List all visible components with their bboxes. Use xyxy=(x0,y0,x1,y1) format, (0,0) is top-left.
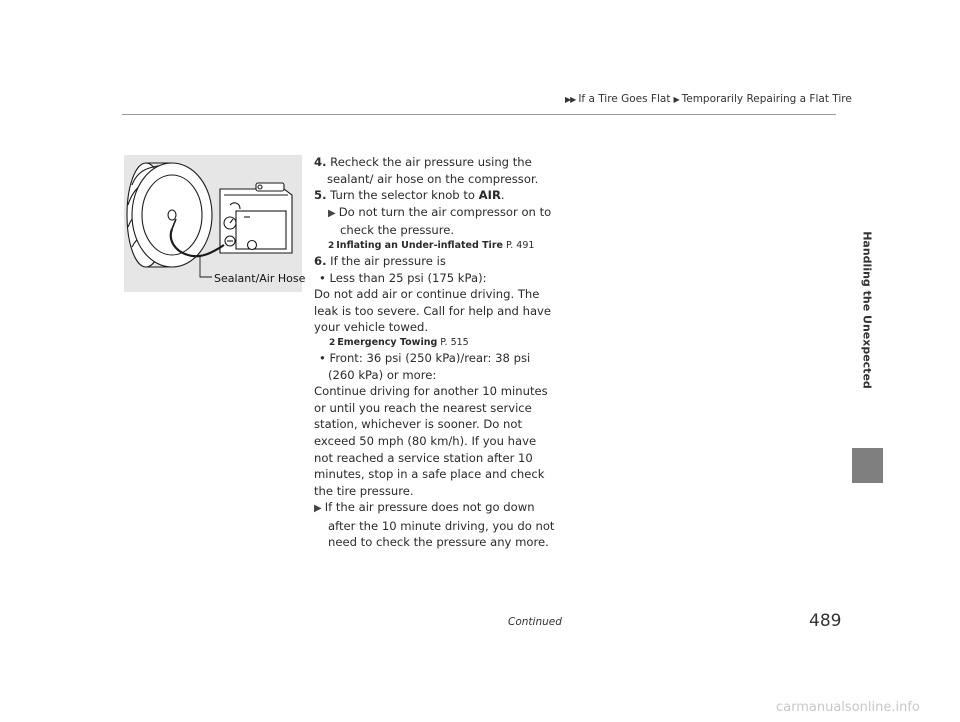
bullet-normal-pressure-text: Front: 36 psi (250 kPa)/rear: 38 psi (260 kPa) or more: xyxy=(328,350,531,382)
reference-icon: 2 xyxy=(328,240,335,251)
reference-inflating-page[interactable]: P. 491 xyxy=(505,239,535,251)
reference-inflating[interactable] xyxy=(314,239,558,253)
reference-inflating-title[interactable]: Inflating an Under-inflated Tire xyxy=(336,239,503,251)
step-6 xyxy=(314,253,558,270)
bullet-icon: • xyxy=(319,270,326,285)
breadcrumb-section[interactable]: If a Tire Goes Flat xyxy=(578,93,671,105)
step-4 xyxy=(314,154,558,187)
bullet-normal-pressure xyxy=(314,350,558,383)
step-6-note xyxy=(314,499,558,551)
watermark: carmanualsonline.info xyxy=(776,700,920,715)
side-tab-label: Handling the Unexpected xyxy=(860,231,874,389)
bullet-low-pressure xyxy=(314,270,558,287)
breadcrumb-arrow-icon: ▶▶ xyxy=(565,95,576,104)
step-6-note-text: If the air pressure does not go down after the 10 minute driving, you do not need to check the pressure any more. xyxy=(324,500,555,550)
reference-towing[interactable] xyxy=(314,336,558,350)
step-5-note xyxy=(314,204,558,239)
continued-label: Continued xyxy=(508,616,562,628)
note-arrow-icon: ▶ xyxy=(328,207,336,219)
reference-towing-page[interactable]: P. 515 xyxy=(440,336,469,348)
step-4-number: 4. xyxy=(314,155,327,169)
step-6-text: If the air pressure is xyxy=(330,253,446,268)
step-4-text: Recheck the air pressure using the sealant/ air hose on the compressor. xyxy=(327,155,539,186)
step-5 xyxy=(314,187,558,204)
selector-mode-air: AIR xyxy=(478,188,501,203)
reference-towing-title[interactable]: Emergency Towing xyxy=(337,336,438,348)
bullet-icon: • xyxy=(319,350,326,365)
breadcrumb-page: Temporarily Repairing a Flat Tire xyxy=(681,93,852,105)
step-5-text-end: . xyxy=(500,188,505,203)
note-arrow-icon: ▶ xyxy=(314,503,322,515)
page-number: 489 xyxy=(809,611,842,631)
bullet-low-pressure-text: Less than 25 psi (175 kPa): xyxy=(329,270,487,285)
figure-label: Sealant/Air Hose xyxy=(214,272,306,285)
step-5-text: Turn the selector knob to xyxy=(330,188,479,203)
reference-icon: 2 xyxy=(329,337,336,348)
low-pressure-instruction: Do not add air or continue driving. The leak is too severe. Call for help and have your vehicle towed. xyxy=(314,287,552,335)
step-5-note-text: Do not turn the air compressor on to check the pressure. xyxy=(338,204,552,238)
breadcrumb-separator-icon: ▶ xyxy=(673,95,679,104)
instructions xyxy=(314,154,558,551)
step-5-number: 5. xyxy=(314,188,327,203)
header-divider xyxy=(122,114,836,115)
side-tab-marker xyxy=(852,448,883,483)
step-6-number: 6. xyxy=(314,253,327,268)
breadcrumb xyxy=(565,93,852,105)
normal-pressure-instruction: Continue driving for another 10 minutes or until you reach the nearest service station, whichever is sooner. Do not exceed 50 mph (80 km/h). If you have not reached a service station after 10 minutes, stop in a safe place and check the tire pressure. xyxy=(314,384,548,498)
